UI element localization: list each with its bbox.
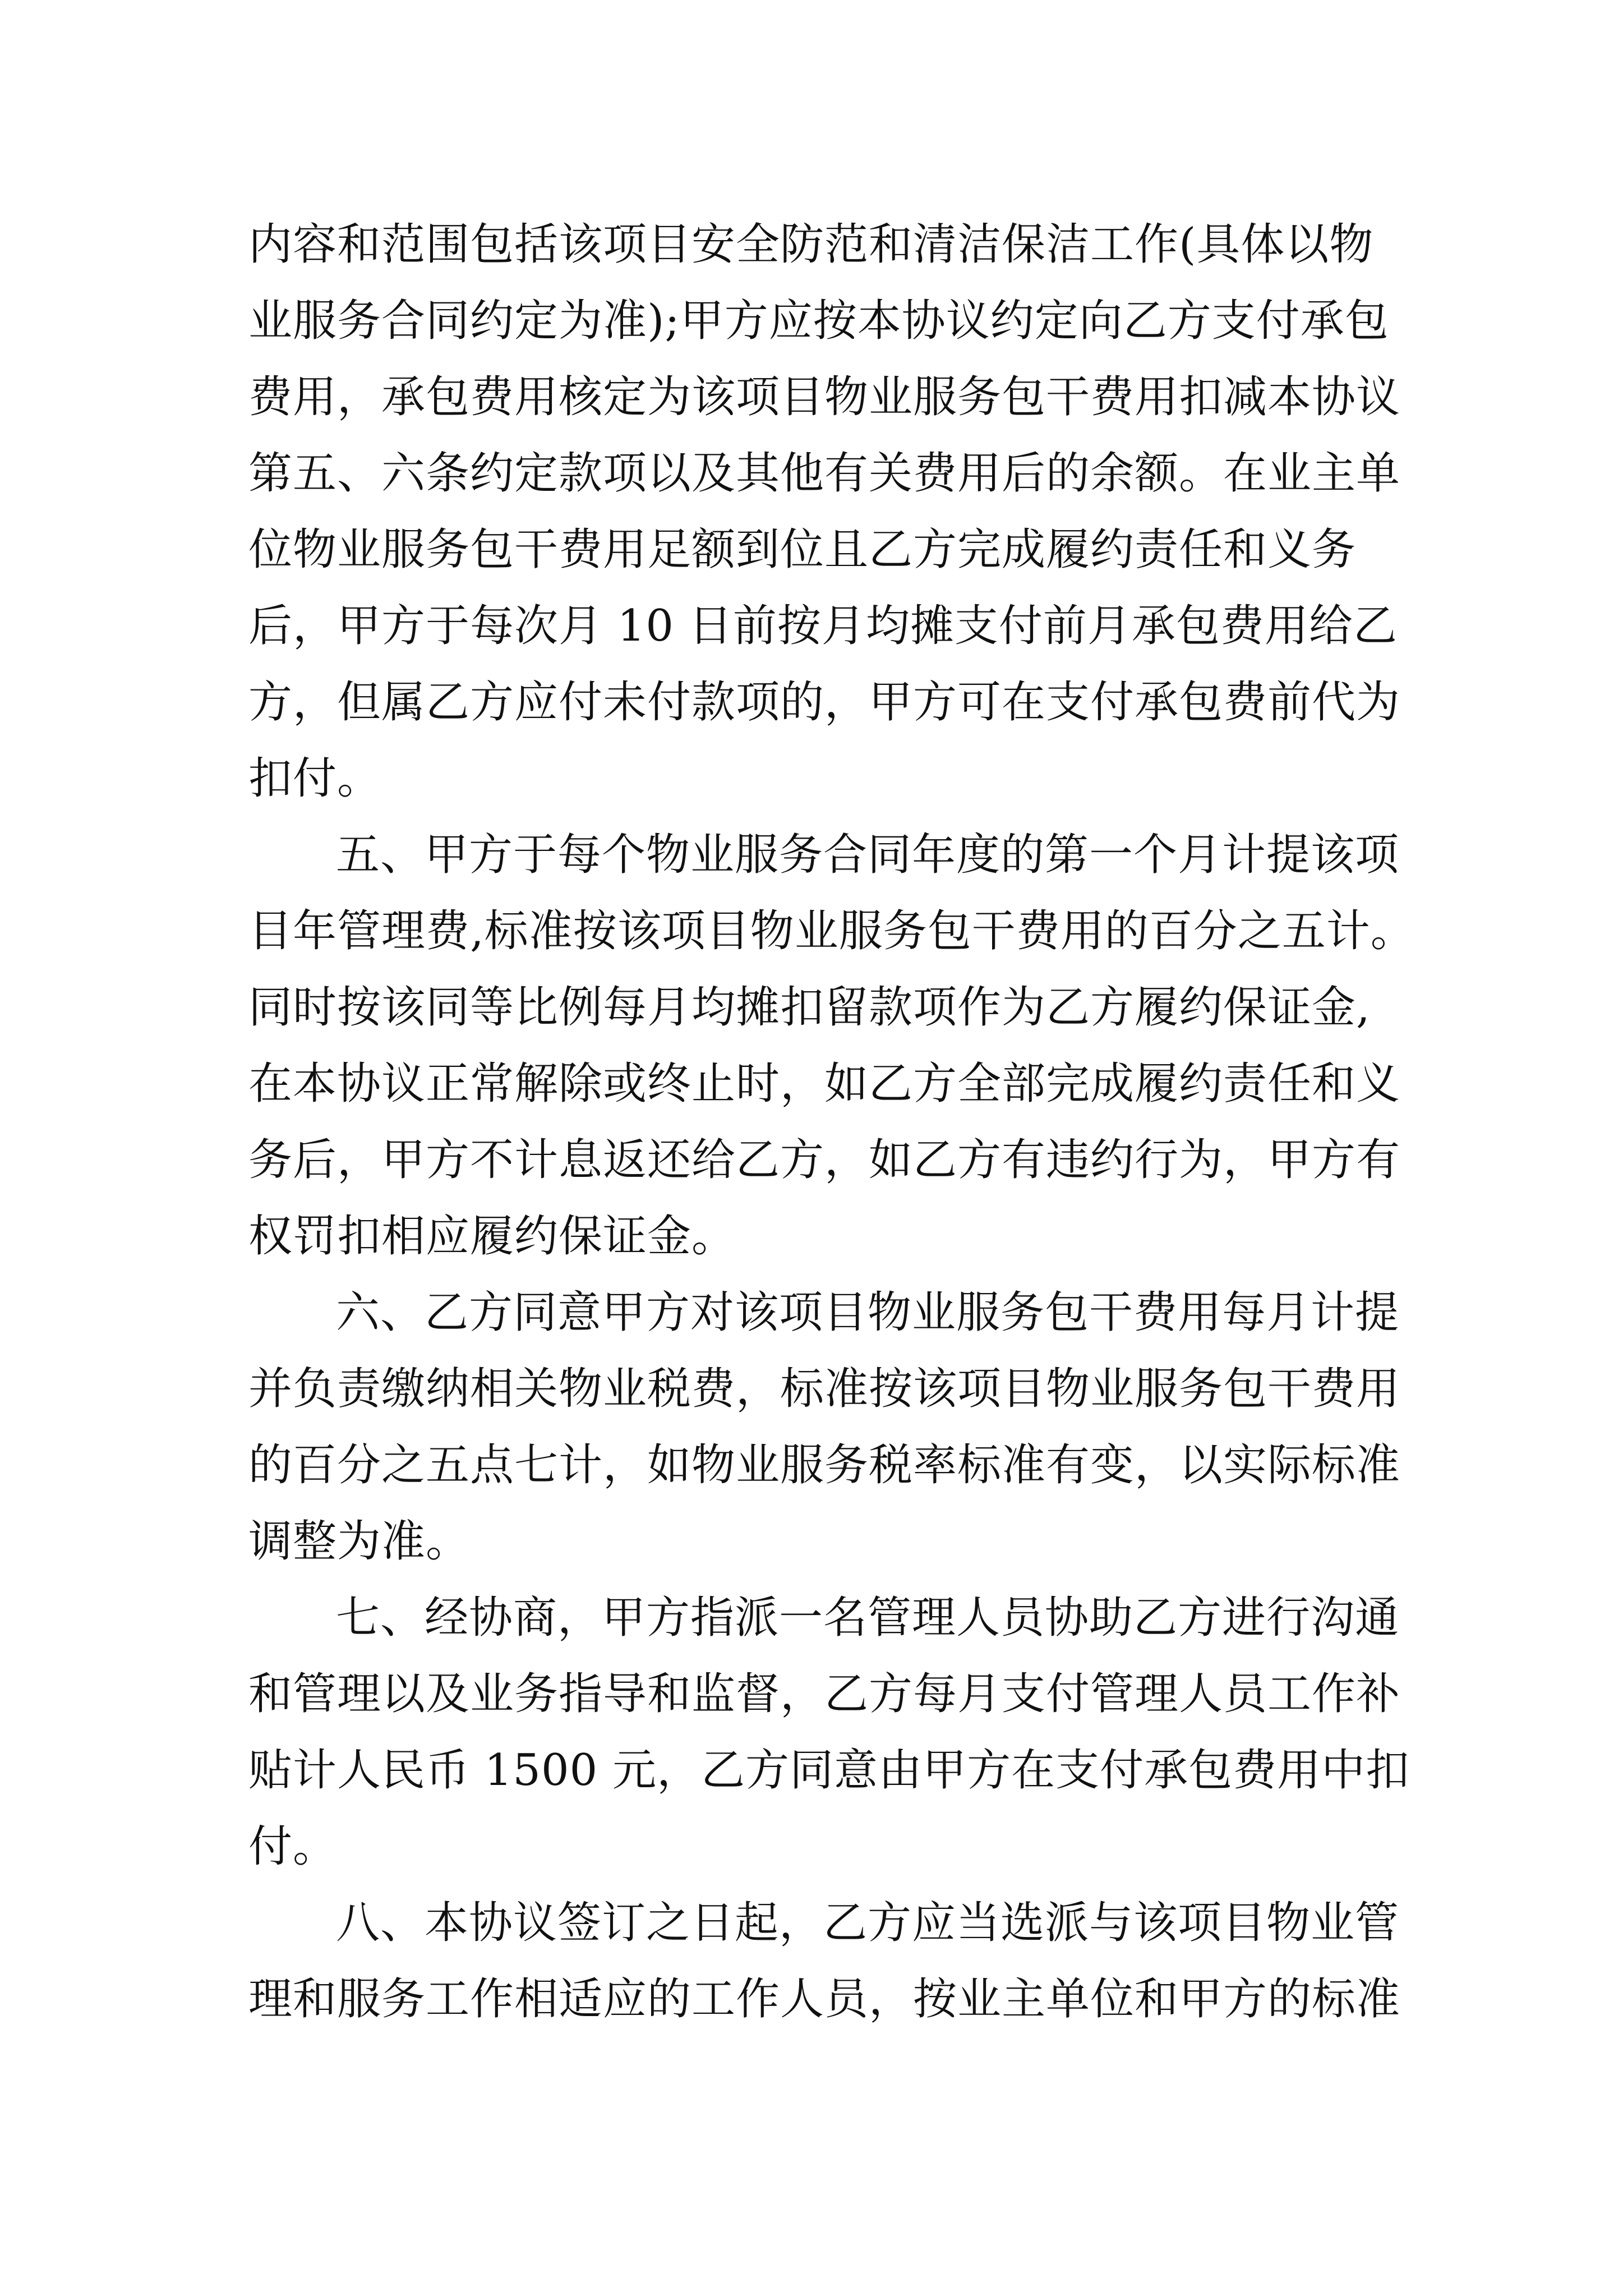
clause-start-line: 五、甲方于每个物业服务合同年度的第一个月计提该项 [336, 830, 1400, 880]
text-line: 的百分之五点七计，如物业服务税率标准有变，以实际标准 [248, 1440, 1401, 1490]
text-line: 同时按该同等比例每月均摊扣留款项作为乙方履约保证金, [248, 982, 1371, 1033]
text-line: 内容和范围包括该项目安全防范和清洁保洁工作(具体以物 [248, 219, 1374, 270]
text-line: 费用，承包费用核定为该项目物业服务包干费用扣减本协议 [248, 372, 1401, 422]
text-line: 第五、六条约定款项以及其他有关费用后的余额。在业主单 [248, 448, 1401, 499]
text-line: 目年管理费,标准按该项目物业服务包干费用的百分之五计。 [248, 906, 1415, 956]
text-line: 务后，甲方不计息返还给乙方，如乙方有违约行为，甲方有 [248, 1135, 1401, 1185]
text-line: 方，但属乙方应付未付款项的，甲方可在支付承包费前代为 [248, 677, 1401, 728]
clause-start-line: 六、乙方同意甲方对该项目物业服务包干费用每月计提 [336, 1287, 1400, 1338]
text-line: 并负责缴纳相关物业税费，标准按该项目物业服务包干费用 [248, 1364, 1401, 1414]
text-line: 理和服务工作相适应的工作人员，按业主单位和甲方的标准 [248, 1974, 1401, 2024]
text-line: 在本协议正常解除或终止时，如乙方全部完成履约责任和义 [248, 1059, 1401, 1109]
text-line: 权罚扣相应履约保证金。 [248, 1211, 736, 1262]
text-line: 扣付。 [248, 753, 382, 804]
text-line: 和管理以及业务指导和监督，乙方每月支付管理人员工作补 [248, 1669, 1401, 1719]
text-line: 调整为准。 [248, 1516, 471, 1567]
text-line: 位物业服务包干费用足额到位且乙方完成履约责任和义务 [248, 524, 1357, 575]
clause-start-line: 八、本协议签订之日起，乙方应当选派与该项目物业管 [336, 1898, 1400, 1948]
text-line: 业服务合同约定为准);甲方应按本协议约定向乙方支付承包 [248, 296, 1389, 346]
clause-start-line: 七、经协商，甲方指派一名管理人员协助乙方进行沟通 [336, 1593, 1400, 1643]
text-line: 贴计人民币 1500 元，乙方同意由甲方在支付承包费用中扣 [248, 1745, 1410, 1796]
text-line: 后，甲方于每次月 10 日前按月均摊支付前月承包费用给乙 [248, 601, 1398, 651]
text-line: 付。 [248, 1821, 338, 1872]
